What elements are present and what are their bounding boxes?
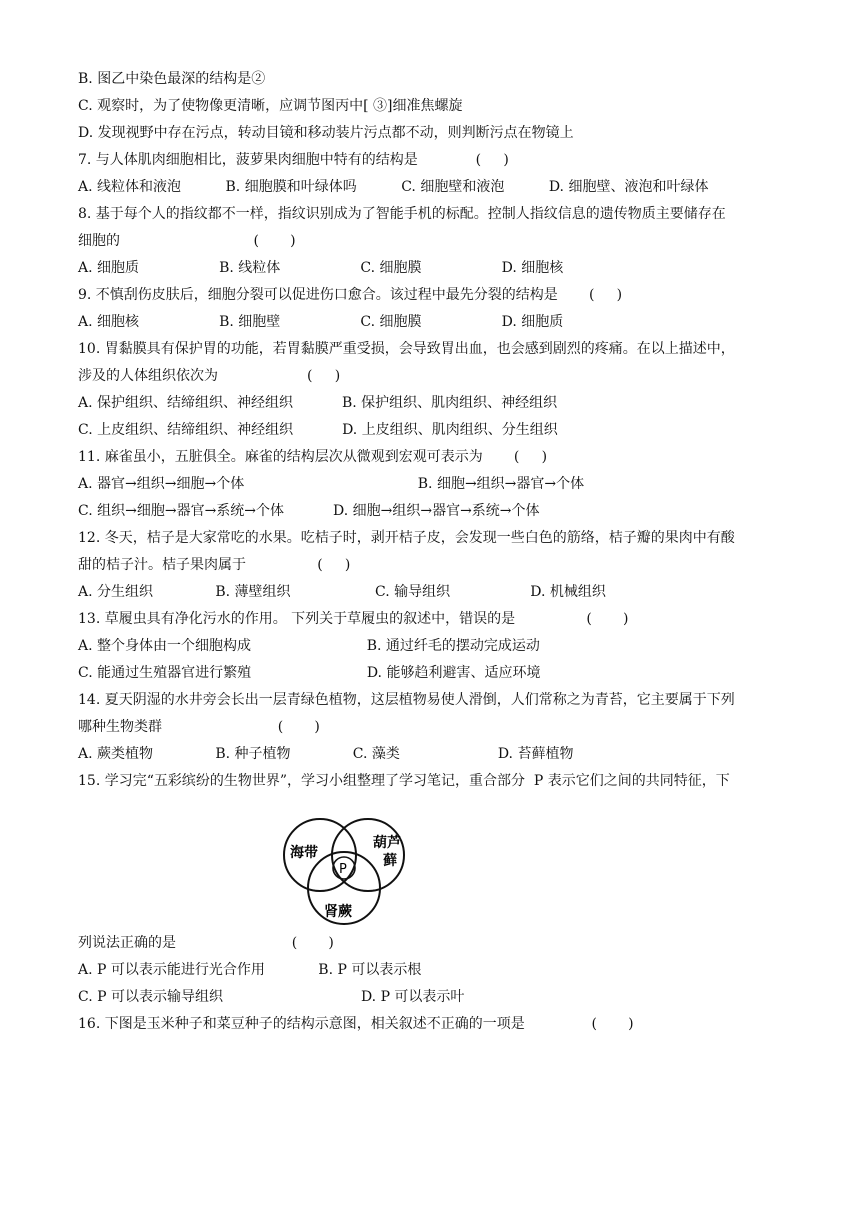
question-15: 15. 学习完“五彩缤纷的生物世界”，学习小组整理了学习笔记，重合部分 P 表示它们之间的共同特征，下	[78, 773, 730, 789]
venn-label-bottom: 肾蕨	[324, 904, 352, 920]
question-13: 13. 草履虫具有净化污水的作用。 下列关于草履虫的叙述中，错误的是 ( )	[78, 611, 629, 627]
question-10-options-ab: A. 保护组织、结缔组织、神经组织 B. 保护组织、肌肉组织、神经组织	[78, 395, 558, 411]
question-12: 12. 冬天，桔子是大家常吃的水果。吃桔子时，剥开桔子皮，会发现一些白色的筋络，桔子瓣的果肉中有酸	[78, 530, 735, 546]
question-7-options: A. 线粒体和液泡 B. 细胞膜和叶绿体吗 C. 细胞壁和液泡 D. 细胞壁、液泡和叶绿体	[78, 179, 709, 195]
question-10-options-cd: C. 上皮组织、结缔组织、神经组织 D. 上皮组织、肌肉组织、分生组织	[78, 422, 558, 438]
line-6b: B. 图乙中染色最深的结构是②	[78, 71, 266, 87]
question-15-options-cd: C. P 可以表示输导组织 D. P 可以表示叶	[78, 989, 465, 1005]
venn-label-right-top: 葫芦	[373, 835, 401, 851]
question-8-cont: 细胞的 ( )	[78, 233, 296, 249]
question-12-options: A. 分生组织 B. 薄壁组织 C. 输导组织 D. 机械组织	[78, 584, 606, 600]
question-11: 11. 麻雀虽小，五脏俱全。麻雀的结构层次从微观到宏观可表示为 ( )	[78, 449, 548, 465]
question-11-options-cd: C. 组织→细胞→器官→系统→个体 D. 细胞→组织→器官→系统→个体	[78, 503, 540, 519]
venn-label-right-bottom: 藓	[383, 853, 397, 869]
question-15-cont: 列说法正确的是 ( )	[78, 935, 334, 951]
question-13-options-ab: A. 整个身体由一个细胞构成 B. 通过纤毛的摆动完成运动	[78, 638, 540, 654]
question-8: 8. 基于每个人的指纹都不一样，指纹识别成为了智能手机的标配。控制人指纹信息的遗传物质主要储存在	[78, 206, 726, 222]
question-14-cont: 哪种生物类群 ( )	[78, 719, 320, 735]
question-16: 16. 下图是玉米种子和菜豆种子的结构示意图，相关叙述不正确的一项是 ( )	[78, 1016, 634, 1032]
question-14-options: A. 蕨类植物 B. 种子植物 C. 藻类 D. 苔藓植物	[78, 746, 574, 762]
question-8-options: A. 细胞质 B. 线粒体 C. 细胞膜 D. 细胞核	[78, 260, 564, 276]
question-11-options-ab: A. 器官→组织→细胞→个体 B. 细胞→组织→器官→个体	[78, 476, 585, 492]
venn-diagram	[282, 815, 408, 927]
line-6c: C. 观察时，为了使物像更清晰，应调节图丙中[ ③]细准焦螺旋	[78, 98, 463, 114]
question-14: 14. 夏天阴湿的水井旁会长出一层青绿色植物，这层植物易使人滑倒，人们常称之为青苔，它主要属于下列	[78, 692, 735, 708]
question-15-options-ab: A. P 可以表示能进行光合作用 B. P 可以表示根	[78, 962, 422, 978]
question-12-cont: 甜的桔子汁。桔子果肉属于 ( )	[78, 557, 351, 573]
question-13-options-cd: C. 能通过生殖器官进行繁殖 D. 能够趋利避害、适应环境	[78, 665, 541, 681]
question-9-options: A. 细胞核 B. 细胞壁 C. 细胞膜 D. 细胞质	[78, 314, 564, 330]
question-7: 7. 与人体肌肉细胞相比，菠萝果肉细胞中特有的结构是 ( )	[78, 152, 509, 168]
question-9: 9. 不慎刮伤皮肤后，细胞分裂可以促进伤口愈合。该过程中最先分裂的结构是 ( )	[78, 287, 623, 303]
question-10: 10. 胃黏膜具有保护胃的功能，若胃黏膜严重受损，会导致胃出血，也会感到剧烈的疼痛。在以上描述中，	[78, 341, 735, 357]
question-10-cont: 涉及的人体组织依次为 ( )	[78, 368, 341, 384]
venn-label-left: 海带	[290, 845, 318, 861]
line-6d: D. 发现视野中存在污点，转动目镜和移动装片污点都不动，则判断污点在物镜上	[78, 125, 574, 141]
venn-label-center: P	[339, 862, 347, 877]
